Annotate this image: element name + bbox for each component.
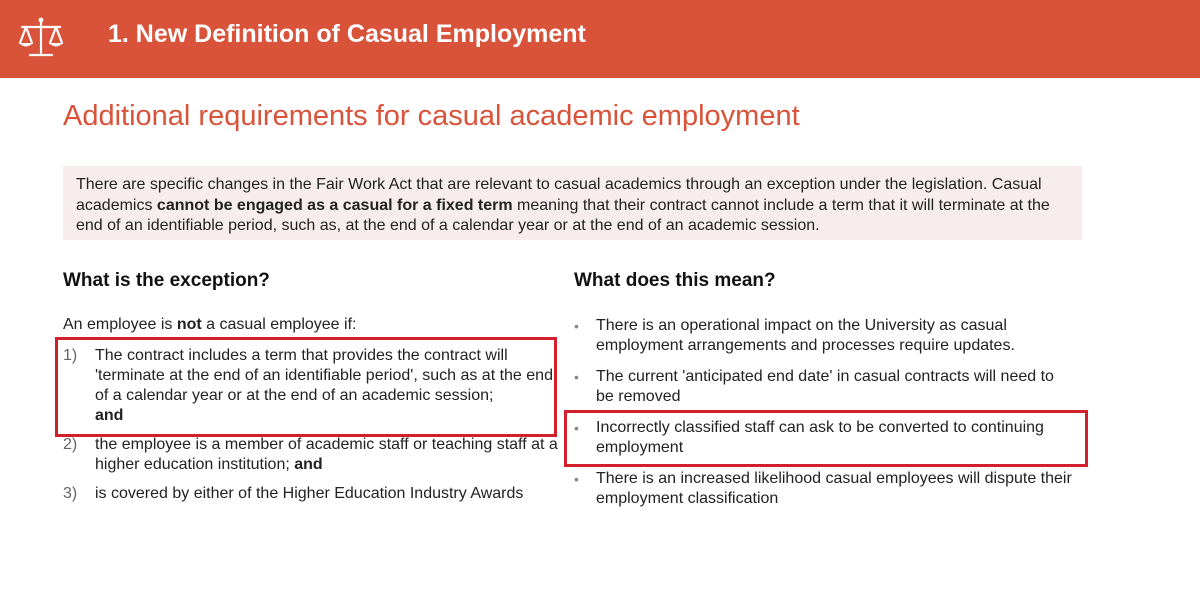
list-item <box>63 346 558 426</box>
list-number: 3) <box>63 485 78 502</box>
list-item-text: the employee is a member of academic staff or teaching staff at a higher education institution; <box>95 436 558 473</box>
bullet-icon: • <box>574 369 579 385</box>
list-item-emphasis: and <box>95 407 124 424</box>
list-item-text: There is an increased likelihood casual employees will dispute their employment classification <box>596 470 1072 507</box>
bullet-icon: • <box>574 420 579 436</box>
list-item-text: is covered by either of the Higher Education Industry Awards <box>95 485 524 502</box>
intro-text: There are specific changes in the Fair Work Act that are relevant to casual academics through an exception under the legislation. Casual academics <box>76 176 1042 214</box>
list-item <box>574 367 1074 407</box>
list-item <box>574 316 1074 356</box>
meaning-heading: What does this mean? <box>574 270 776 291</box>
meaning-list <box>574 316 1074 520</box>
list-item <box>574 469 1074 509</box>
intro-panel <box>63 166 1082 240</box>
lead-text: An employee is <box>63 316 177 333</box>
list-item <box>63 484 558 504</box>
lead-text-cont: a casual employee if: <box>201 316 357 333</box>
slide-subtitle: Additional requirements for casual academic employment <box>63 100 800 132</box>
intro-emphasis: cannot be engaged as a casual for a fixed term <box>156 196 513 214</box>
header-bar <box>0 0 1200 78</box>
list-item <box>63 435 558 475</box>
list-number: 2) <box>63 436 78 453</box>
page-title: 1. New Definition of Casual Employment <box>108 20 586 48</box>
list-item <box>574 418 1074 458</box>
list-item-text: The contract includes a term that provides the contract will 'terminate at the end of an identifiable period', such as at the end of a calendar year or at the end of an academic session; <box>95 347 553 404</box>
exception-lead <box>63 316 356 334</box>
exception-heading: What is the exception? <box>63 270 270 291</box>
list-number: 1) <box>63 347 78 364</box>
exception-list <box>63 346 558 513</box>
scales-icon <box>16 15 66 61</box>
intro-text-cont: meaning that their contract cannot include a term that it will terminate at the end of an identifiable period, such as, at the end of a calendar year or at the end of an academic session. <box>76 196 1050 234</box>
list-item-text: Incorrectly classified staff can ask to be converted to continuing employment <box>596 419 1044 456</box>
bullet-icon: • <box>574 471 579 487</box>
lead-emphasis: not <box>176 316 202 333</box>
list-item-emphasis: and <box>294 456 323 473</box>
bullet-icon: • <box>574 318 579 334</box>
list-item-text: The current 'anticipated end date' in casual contracts will need to be removed <box>596 368 1054 405</box>
list-item-text: There is an operational impact on the University as casual employment arrangements and processes require updates. <box>596 317 1015 354</box>
